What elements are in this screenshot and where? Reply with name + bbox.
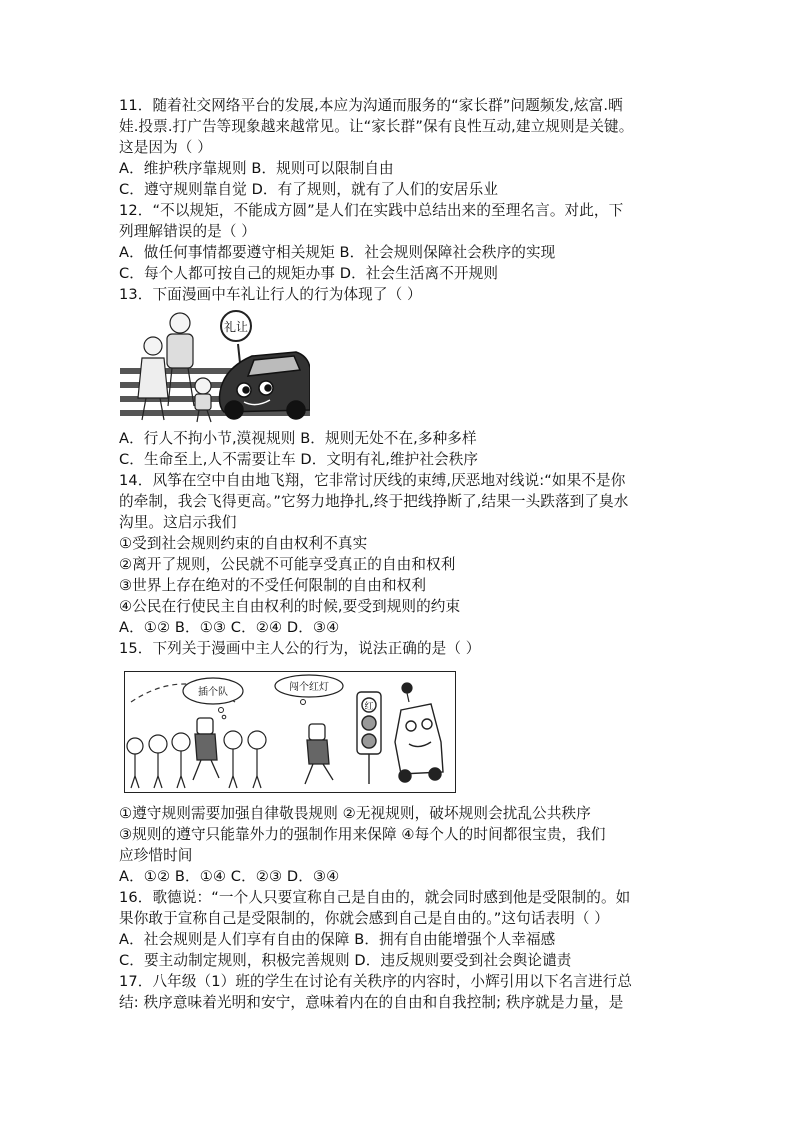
q14-statement: ③世界上存在绝对的不受任何限制的自由和权利 [119,577,427,594]
q11-stem-line: 11．随着社交网络平台的发展,本应为沟通而服务的“家长群”问题频发,炫富.晒 [119,97,623,114]
q12-stem-line: 列理解错误的是（ ） [119,223,256,240]
traffic-light-red-label: 红 [364,702,374,712]
q15-statement: ①遵守规则需要加强自律敬畏规则 ②无视规则，破坏规则会扰乱公共秩序 [119,805,591,822]
q17-stem-line: 17．八年级（1）班的学生在讨论有关秩序的内容时，小辉引用以下名言进行总 [119,973,633,990]
queue-jumper-figure [193,718,219,780]
q17-stem-line: 结: 秩序意味着光明和安宁，意味着内在的自由和自我控制; 秩序就是力量，是 [119,994,624,1011]
q16-stem-line: 果你敢于宣称自己是受限制的，你就会感到自己是自由的。”这句话表明（ ） [119,910,609,927]
q11-stem-line: 这是因为（ ） [119,139,212,156]
speech-bubble-1 [183,678,243,719]
traffic-light-icon [357,692,381,784]
signal-lamp-icon [402,683,412,702]
speech-bubble-2-text: 闯个红灯 [289,682,329,693]
q13-cartoon-svg [120,306,310,424]
q12-option-line: C．每个人都可按自己的规矩办事 D．社会生活离不开规则 [119,265,499,282]
q16-option-line: A．社会规则是人们享有自由的保障 B．拥有自由能增强个人幸福感 [119,931,556,948]
q15-cartoon-queue-jumping [124,671,456,793]
q13-option-line: A．行人不拘小节,漠视规则 B．规则无处不在,多种多样 [119,430,477,447]
q14-statement: ①受到社会规则约束的自由权利不真实 [119,535,368,552]
q11-stem-line: 娃.投票.打广告等现象越来越常见。让“家长群”保有良性互动,建立规则是关键。 [119,118,634,135]
q12-stem-line: 12．“不以规矩，不能成方圆”是人们在实践中总结出来的至理名言。对此，下 [119,202,624,219]
car-figure [220,352,311,419]
q14-statement: ②离开了规则，公民就不可能享受真正的自由和权利 [119,556,456,573]
pedestrian-adult-figure [167,313,194,406]
q13-stem-line: 13．下面漫画中车礼让行人的行为体现了（ ） [119,286,422,303]
courtesy-sign-text: 礼让 [223,320,249,334]
q14-options: A．①② B．①③ C．②④ D．③④ [119,619,340,636]
q11-option-line: C．遵守规则靠自觉 D．有了规则，就有了人们的安居乐业 [119,181,499,198]
q11-option-line: A．维护秩序靠规则 B．规则可以限制自由 [119,160,394,177]
q15-options: A．①② B．①④ C．②③ D．③④ [119,868,340,885]
q13-cartoon-car-yields [120,306,310,424]
speech-bubble-2 [275,675,343,705]
red-light-runner-figure [305,724,333,784]
cartoon-car-figure [395,704,443,782]
q15-statement: ③规则的遵守只能靠外力的强制作用来保障 ④每个人的时间都很宝贵，我们 [119,826,606,843]
q15-stem-line: 15．下列关于漫画中主人公的行为，说法正确的是（ ） [119,640,481,657]
q15-statement: 应珍惜时间 [119,847,193,864]
pedestrian-woman-figure [138,337,168,420]
q13-option-line: C．生命至上,人不需要让车 D．文明有礼,维护社会秩序 [119,451,479,468]
q14-statement: ④公民在行使民主自由权利的时候,要受到规则的约束 [119,598,461,615]
q16-option-line: C．要主动制定规则，积极完善规则 D．违反规则要受到社会舆论谴责 [119,952,572,969]
q12-option-line: A．做任何事情都要遵守相关规矩 B．社会规则保障社会秩序的实现 [119,244,556,261]
speech-bubble-1-text: 插个队 [198,687,228,698]
q15-cartoon-svg [125,672,455,792]
q14-stem-line: 14．风筝在空中自由地飞翔，它非常讨厌线的束缚,厌恶地对线说:“如果不是你 [119,472,626,489]
q14-stem-line: 的牵制，我会飞得更高。”它努力地挣扎,终于把线挣断了,结果一头跌落到了臭水 [119,493,629,510]
q14-stem-line: 沟里。这启示我们 [119,514,237,531]
q16-stem-line: 16．歌德说：“一个人只要宣称自己是自由的，就会同时感到他是受限制的。如 [119,889,631,906]
